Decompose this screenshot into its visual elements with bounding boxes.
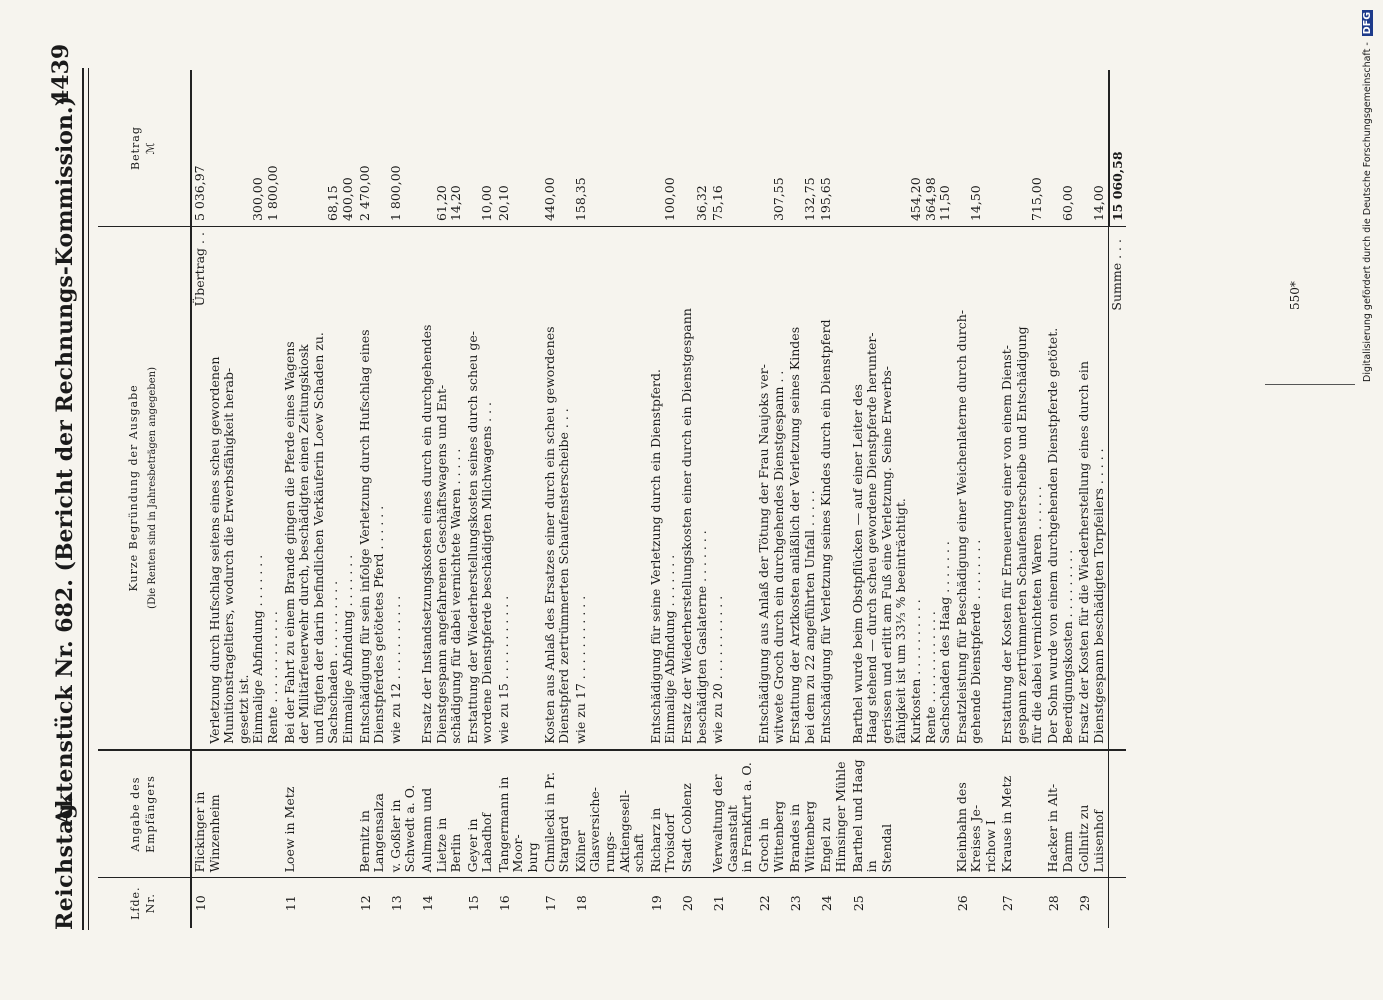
amount-line — [420, 75, 435, 221]
reason-line: Entschädigung für Verletzung seines Kindes durch ein Dienstpferd — [818, 319, 834, 744]
row-number: 17 — [542, 878, 573, 928]
reason-cell — [465, 227, 496, 750]
recipient-cell — [357, 750, 388, 878]
recipient-line: Flickinger in Winzenheim — [192, 791, 222, 873]
amount-line — [312, 75, 327, 221]
recipient-line: Stadt Coblenz — [679, 783, 694, 873]
col-header-amount — [98, 70, 191, 227]
reason-line: gehende Dienstpferde . . . . . . . . — [968, 539, 984, 744]
recipient-cell — [679, 750, 710, 878]
reason-line: und fügten der darin befindlichen Verkäuferin Loew Schaden zu. — [310, 332, 326, 744]
recipient-line: Bernitz in Langensalza — [356, 793, 387, 873]
amount-line: 14,50 — [968, 185, 984, 222]
recipient-line: Berlin — [448, 833, 464, 873]
reason-cell — [756, 227, 787, 750]
amount-cell — [648, 70, 679, 227]
reason-line: gerissen und erlitt am Fuß eine Verletzung. Seine Erwerbs- — [878, 366, 894, 744]
amount-line: 36,32 — [693, 185, 709, 222]
reason-line: Erstattung der Arztkosten anläßlich der Verletzung seines Kindes — [787, 326, 803, 744]
recipient-cell — [573, 750, 648, 878]
amount-line — [1046, 75, 1061, 221]
row-number: 25 — [850, 878, 954, 928]
reason-line: der Militärfeuerwehr durch, beschädigten einen Zeitungskiosk — [296, 344, 312, 744]
amount-line: 68,15 — [325, 185, 341, 222]
header-reichstag: Reichstag. — [52, 795, 78, 930]
reason-line: Rente . . . . . . . . . . . . — [264, 611, 280, 744]
reason-line: Verletzung durch Hufschlag seitens eines scheu gewordenen — [206, 356, 222, 744]
amount-line — [880, 75, 895, 221]
recipient-cell — [388, 750, 419, 878]
amount-line: 5 036,97 — [192, 165, 207, 222]
reason-cell — [496, 227, 542, 750]
reason-line: gesetzt ist. — [235, 674, 251, 744]
recipient-line: schaft — [631, 833, 647, 873]
amount-line: 307,55 — [770, 177, 786, 222]
amount-cell — [999, 70, 1045, 227]
amount-line: 20,10 — [495, 185, 511, 222]
table-row — [999, 70, 1045, 928]
reason-cell — [1045, 227, 1076, 750]
recipient-line: Aulmann und Lietze in — [418, 787, 449, 873]
digitization-line — [1362, 10, 1373, 985]
amount-line — [894, 75, 909, 221]
amount-cell — [756, 70, 787, 227]
recipient-line: Chmilecki in Pr. Stargard — [541, 771, 572, 873]
reason-cell — [419, 227, 465, 750]
reason-line: fähigkeit ist um 33⅓ % beeinträchtigt. — [893, 498, 909, 744]
recipient-line: Gollnitz zu Luisenhof — [1076, 804, 1107, 873]
amount-cell — [282, 70, 357, 227]
table-row — [954, 70, 1000, 928]
table-row — [542, 70, 573, 928]
amount-cell — [850, 70, 954, 227]
row-number: 13 — [388, 878, 419, 928]
reason-line: Rente . . . . . . . . . . . . — [922, 611, 938, 744]
total-amount: 15 060,58 — [1109, 70, 1127, 227]
reason-cell — [1076, 227, 1108, 750]
row-number: 24 — [818, 878, 849, 928]
recipient-cell — [465, 750, 496, 878]
margin-rule — [1265, 384, 1355, 385]
amount-cell — [679, 70, 710, 227]
reason-cell — [357, 227, 388, 750]
recipient-cell — [191, 750, 282, 878]
amount-cell — [357, 70, 388, 227]
table-row — [465, 70, 496, 928]
amount-cell — [1076, 70, 1108, 227]
recipient-line: Engel zu Himsinger Mühle — [818, 761, 848, 873]
reason-line: für die dabei vernichteten Waren . . . . . . — [1028, 486, 1044, 744]
col-header-recipient: Angabe des Empfängers — [98, 750, 191, 878]
recipient-cell — [419, 750, 465, 878]
recipient-line: Geyer in Labadhof — [464, 812, 495, 873]
recipient-line: Stendal — [878, 823, 894, 873]
amount-line: 10,00 — [479, 185, 495, 222]
amount-line: 14,00 — [1091, 185, 1107, 222]
table-row — [282, 70, 357, 928]
col-header-reason-sub: (Die Renten sind in Jahresbeträgen angegeben) — [147, 367, 158, 609]
amount-line: 132,75 — [801, 177, 817, 222]
row-number: 18 — [573, 878, 648, 928]
recipient-cell — [787, 750, 818, 878]
recipient-line: Hacker in Alt-Damm — [1045, 783, 1075, 873]
reason-cell — [191, 227, 282, 750]
recipient-cell — [850, 750, 954, 878]
digitization-text: Digitalisierung gefördert durch die Deutsche Forschungsgemeinschaft - — [1362, 42, 1373, 382]
amount-line — [283, 75, 298, 221]
table-row — [496, 70, 542, 928]
row-number: 27 — [999, 878, 1045, 928]
total-label: Summe . . . — [1109, 227, 1127, 750]
reason-line: witwete Groch durch ein durchgehendes Dienstgespann . . — [770, 370, 786, 744]
amount-line: 14,20 — [448, 185, 464, 222]
amount-line — [757, 75, 772, 221]
recipient-cell — [999, 750, 1045, 878]
table-row — [756, 70, 787, 928]
row-number: 29 — [1076, 878, 1108, 928]
dfg-logo-icon: DFG — [1362, 12, 1373, 35]
row-number: 19 — [648, 878, 679, 928]
amount-line: 364,98 — [922, 177, 938, 222]
row-number: 14 — [419, 878, 465, 928]
reason-line: Bei der Fahrt zu einem Brande gingen die Pferde eines Wagens — [281, 341, 297, 744]
table-row — [573, 70, 648, 928]
reason-line: wie zu 15 . . . . . . . . . . . — [495, 595, 511, 744]
table-row — [679, 70, 710, 928]
recipient-line: Krause in Metz — [999, 775, 1015, 873]
row-number: 26 — [954, 878, 1000, 928]
table-row — [419, 70, 465, 928]
amount-cell — [710, 70, 756, 227]
table-row — [357, 70, 388, 928]
reason-line: gespann zertrümmerten Schaufensterscheibe und Entschädigung — [1014, 326, 1030, 744]
recipient-line: Kölner Glasversiche- — [572, 787, 603, 873]
amount-line: 715,00 — [1028, 177, 1044, 222]
row-number: 15 — [465, 878, 496, 928]
reason-line: Kurkosten . . . . . . . . . . — [907, 599, 923, 744]
amount-line: 440,00 — [541, 177, 557, 222]
amount-cell — [818, 70, 849, 227]
reason-cell — [999, 227, 1045, 750]
reason-cell — [282, 227, 357, 750]
row-number: 20 — [679, 878, 710, 928]
table-body — [191, 70, 1126, 928]
amount-cell — [954, 70, 1000, 227]
amount-line — [955, 75, 970, 221]
table-header-row — [98, 70, 191, 928]
reason-line: Übertrag . . — [192, 232, 207, 307]
amount-line: 195,65 — [818, 177, 834, 222]
reason-cell — [818, 227, 849, 750]
amount-line: 454,20 — [907, 177, 923, 222]
amount-cell — [573, 70, 648, 227]
amount-line: 1 800,00 — [387, 165, 403, 222]
reason-cell — [648, 227, 679, 750]
reason-cell — [573, 227, 648, 750]
table-row — [710, 70, 756, 928]
reason-line: Beerdigungskosten . . . . . . . . . — [1059, 549, 1075, 744]
table-row — [850, 70, 954, 928]
reason-line: wie zu 17 . . . . . . . . . . . — [572, 595, 588, 744]
table-row — [818, 70, 849, 928]
recipient-line: v. Goßler in Schwedt a. O. — [387, 784, 418, 873]
amount-line — [1077, 75, 1092, 221]
reason-line: wordene Dienstpferde beschädigten Milchwagens . . . — [479, 401, 495, 744]
reason-line: Sachschaden . . . . . . . . . . — [325, 580, 341, 744]
reason-line: Erstattung der Wiederherstellungskosten seines durch scheu ge- — [464, 330, 480, 744]
amount-cell — [787, 70, 818, 227]
amount-cell — [465, 70, 496, 227]
reason-line: wie zu 20 . . . . . . . . . . . — [710, 595, 726, 744]
reason-line: Munitionstrageltiers, wodurch die Erwerbsfähigkeit herab- — [221, 367, 237, 744]
header-rule — [82, 68, 84, 930]
reason-cell — [787, 227, 818, 750]
row-number: 23 — [787, 878, 818, 928]
amount-line — [222, 75, 237, 221]
recipient-cell — [282, 750, 357, 878]
recipient-line: rungs-Aktiengesell- — [602, 789, 632, 873]
amount-line — [1000, 75, 1015, 221]
reason-cell — [710, 227, 756, 750]
amount-line — [297, 75, 312, 221]
reason-line: Entschädigung für seine Verletzung durch ein Dienstpferd. — [647, 369, 663, 744]
total-empty — [1109, 750, 1127, 878]
recipient-line: Tangermann in Moor- — [495, 776, 526, 873]
amount-line: 61,20 — [433, 185, 449, 222]
amount-line: 75,16 — [710, 185, 726, 222]
recipient-cell — [542, 750, 573, 878]
table-row — [1076, 70, 1108, 928]
col-header-reason — [98, 227, 191, 750]
page-number: 4439 — [48, 43, 74, 105]
recipient-cell — [1045, 750, 1076, 878]
table-row — [1045, 70, 1076, 928]
amount-line — [208, 75, 223, 221]
reason-cell — [388, 227, 419, 750]
recipient-line: Groch in Wittenberg — [755, 800, 786, 873]
amount-line — [237, 75, 252, 221]
row-number: 22 — [756, 878, 787, 928]
reason-cell — [542, 227, 573, 750]
recipient-line: richow I — [982, 820, 998, 873]
col-header-amount-unit: ℳ — [144, 141, 157, 155]
recipient-cell — [954, 750, 1000, 878]
header-rule-thin — [88, 68, 89, 930]
recipient-line: Loew in Metz — [281, 786, 297, 873]
recipient-line: Richarz in Troisdorf — [647, 807, 678, 873]
reason-line: Der Sohn wurde von einem durchgehenden Dienstpferde getötet. — [1045, 327, 1061, 744]
amount-cell — [496, 70, 542, 227]
reason-line: wie zu 12 . . . . . . . . . . . — [387, 595, 403, 744]
recipient-line: Verwaltung der Gasanstalt — [710, 774, 740, 873]
row-number: 21 — [710, 878, 756, 928]
amount-cell — [419, 70, 465, 227]
reason-line: Entschädigung für sein infolge Verletzung durch Hufschlag eines — [356, 329, 372, 744]
reason-line: Dienstgespann angefahrenen Geschäftswagens und Ent- — [433, 384, 449, 744]
reason-line: schädigung für dabei vernichtete Waren . . . . . — [448, 448, 464, 744]
total-row — [1109, 70, 1127, 928]
recipient-cell — [1076, 750, 1108, 878]
row-number: 12 — [357, 878, 388, 928]
recipient-line: Barthel und Haag in — [849, 759, 880, 873]
recipient-cell — [710, 750, 756, 878]
recipient-cell — [818, 750, 849, 878]
reason-line: Dienstpferd zertrümmerten Schaufensterscheibe . . . — [556, 408, 572, 744]
row-number: 16 — [496, 878, 542, 928]
amount-line: 11,50 — [937, 185, 953, 222]
amount-cell — [1045, 70, 1076, 227]
reason-line: Dienstpferdes getötetes Pferd . . . . . . — [371, 505, 387, 744]
recipient-line: Kleinbahn des Kreises Je- — [953, 782, 984, 873]
reason-line: bei dem zu 22 angeführten Unfall . . . . . — [801, 490, 817, 744]
reason-line: Barthel wurde beim Obstpflücken — auf einer Leiter des — [849, 384, 865, 744]
reason-line: Entschädigung aus Anlaß der Tötung der Frau Naujoks ver- — [755, 364, 771, 744]
reason-line: Dienstgespann beschädigten Torpfeilers . . . . . — [1091, 448, 1107, 744]
amount-line: 60,00 — [1059, 185, 1075, 222]
reason-line: Einmalige Abfindung . . . . . . . — [250, 554, 266, 744]
reason-cell — [850, 227, 954, 750]
reason-line: Ersatzleistung für Beschädigung einer Weichenlaterne durch durch- — [953, 309, 969, 744]
reason-line: Einmalige Abfindung . . . . . . . — [662, 554, 678, 744]
page-stamp: 550* — [1288, 281, 1302, 310]
total-empty — [1109, 878, 1127, 928]
reason-line: beschädigten Gaslaterne . . . . . . . — [693, 530, 709, 744]
reason-line: Einmalige Abfindung . . . . . . . — [339, 554, 355, 744]
amount-line: 2 470,00 — [356, 165, 372, 222]
amount-line — [788, 75, 803, 221]
reason-line: Ersatz der Instandsetzungskosten eines durch ein durchgehendes — [418, 324, 434, 744]
table-row — [191, 70, 282, 928]
col-header-nr: Lfde. Nr. — [98, 878, 191, 928]
reason-cell — [679, 227, 710, 750]
amount-line — [865, 75, 880, 221]
reason-line: Erstattung der Kosten für Erneuerung einer von einem Dienst- — [999, 345, 1015, 744]
amount-cell — [542, 70, 573, 227]
amount-cell — [191, 70, 282, 227]
amount-line — [851, 75, 866, 221]
recipient-line: in Frankfurt a. O. — [739, 762, 755, 873]
expenditure-table — [98, 70, 1126, 928]
recipient-line: burg — [525, 842, 541, 873]
row-number: 10 — [191, 878, 282, 928]
reason-line: Haag stehend — durch scheu gewordene Dienstpferde herunter- — [864, 332, 880, 744]
amount-line: 400,00 — [339, 177, 355, 222]
table-row — [648, 70, 679, 928]
row-number: 11 — [282, 878, 357, 928]
amount-line — [466, 75, 481, 221]
recipient-line: Brandes in Wittenberg — [787, 800, 817, 873]
amount-line: 1 800,00 — [264, 165, 280, 222]
recipient-cell — [648, 750, 679, 878]
reason-line: Kosten aus Anlaß des Ersatzes einer durch ein scheu gewordenes — [541, 326, 557, 744]
amount-line — [557, 75, 572, 221]
amount-line — [372, 75, 387, 221]
col-header-reason-title: Kurze Begründung der Ausgabe — [127, 384, 141, 592]
amount-cell — [388, 70, 419, 227]
amount-line — [680, 75, 695, 221]
amount-line: 300,00 — [250, 177, 266, 222]
amount-line: 100,00 — [662, 177, 678, 222]
reason-line: Ersatz der Wiederherstellungskosten einer durch ein Dienstgespann — [679, 308, 694, 744]
row-number: 28 — [1045, 878, 1076, 928]
reason-line: Ersatz der Kosten für die Wiederherstellung eines durch ein — [1076, 361, 1092, 744]
recipient-cell — [756, 750, 787, 878]
table-row — [787, 70, 818, 928]
recipient-cell — [496, 750, 542, 878]
table-row — [388, 70, 419, 928]
amount-line — [1015, 75, 1030, 221]
amount-line — [649, 75, 664, 221]
col-header-amount-label: Betrag — [129, 126, 143, 170]
reason-line: Sachschaden des Haag . . . . . . . — [937, 541, 953, 744]
reason-cell — [954, 227, 1000, 750]
document-title: Aktenstück Nr. 682. (Bericht der Rechnungs-Kommission.) — [52, 96, 78, 825]
amount-line: 158,35 — [572, 177, 588, 222]
